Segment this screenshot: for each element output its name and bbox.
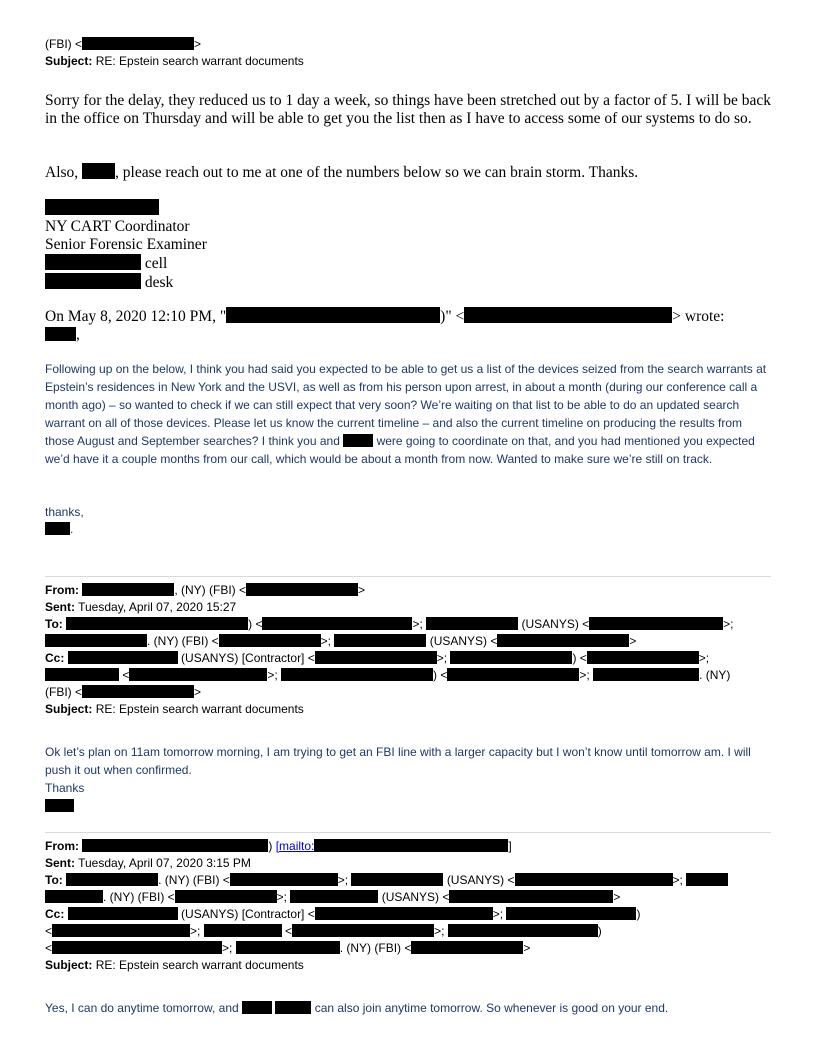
divider: [45, 832, 771, 833]
redaction-box: [52, 941, 222, 954]
redaction-box: [292, 924, 434, 937]
redaction-box: [334, 634, 426, 647]
redaction-box: [219, 634, 321, 647]
subject-label: Subject:: [45, 54, 93, 68]
redaction-box: [589, 617, 723, 630]
subject-text: RE: Epstein search warrant documents: [95, 54, 304, 68]
redaction-box: [82, 37, 194, 50]
signature-title: NY CART Coordinator: [45, 218, 190, 235]
redaction-box: [262, 617, 412, 630]
redaction-box: [45, 199, 159, 215]
redaction-box: [515, 873, 673, 886]
redaction-box: [497, 634, 629, 647]
redaction-box: [52, 924, 190, 937]
redaction-box: [246, 583, 358, 596]
redaction-box: [275, 1001, 311, 1014]
redaction-box: [45, 668, 119, 681]
redaction-box: [281, 668, 433, 681]
redaction-box: [315, 651, 437, 664]
redaction-box: [506, 907, 636, 920]
signature-block: NY CART Coordinator Senior Forensic Examiner cell desk: [45, 199, 207, 292]
divider: [45, 576, 771, 577]
email1-body: Ok let’s plan on 11am tomorrow morning, I am trying to get an FBI line with a larger capacity but I won’t know until tomorrow am. I will push it out when confirmed. Thanks: [45, 743, 771, 815]
redaction-box: [315, 907, 493, 920]
redaction-box: [343, 434, 373, 447]
reply-paragraph-2: Also, , please reach out to me at one of the numbers below so we can brain storm. Thanks.: [45, 164, 639, 181]
quote-line: On May 8, 2020 12:10 PM, " )" < > wrote: ,: [45, 308, 725, 343]
redaction-box: [66, 873, 158, 886]
redaction-box: [45, 634, 147, 647]
signature-role: Senior Forensic Examiner: [45, 236, 207, 253]
redaction-box: [82, 839, 268, 852]
redaction-box: [593, 668, 699, 681]
redaction-box: [411, 941, 523, 954]
redaction-box: [236, 941, 340, 954]
redaction-box: [464, 307, 672, 323]
redaction-box: [314, 839, 508, 852]
redaction-box: [449, 890, 613, 903]
redaction-box: [68, 651, 178, 664]
redaction-box: [45, 890, 103, 903]
redaction-box: [351, 873, 443, 886]
redaction-box: [45, 327, 76, 341]
redaction-box: [686, 873, 728, 886]
redaction-box: [68, 907, 178, 920]
email2-body: Yes, I can do anytime tomorrow, and can also join anytime tomorrow. So whenever is good on your end.: [45, 1001, 669, 1015]
quoted-message: Following up on the below, I think you had said you expected to be able to get us a list of the devices seized from the search warrants at Epstein’s residences in New York and the USVI, as well as from his person upon arrest, in about a month (during our conference call a month ago) – so wanted to check if we can still expect that very soon? We’re waiting on that list to be able to do an updated search warrant on all of those devices. Please let us know the current timeline – and also the current timeline on producing the results from those August and September searches? I think you and were going to coordinate on that, and you had mentioned you expected we’d have it a couple months from our call, which would be about a month from now. Wanted to make sure we’re still on track.: [45, 362, 767, 466]
quoted-signoff: thanks, .: [45, 505, 84, 536]
redaction-box: [129, 668, 267, 681]
redaction-box: [242, 1001, 272, 1014]
top-header: (FBI) < > Subject: RE: Epstein search warrant documents: [45, 37, 304, 68]
redaction-box: [45, 273, 141, 289]
redaction-box: [426, 617, 518, 630]
redaction-box: [204, 924, 282, 937]
redaction-box: [82, 163, 115, 179]
redaction-box: [447, 668, 579, 681]
redaction-box: [45, 799, 74, 812]
reply-body: [45, 92, 771, 128]
redaction-box: [66, 617, 248, 630]
redaction-box: [45, 522, 70, 535]
redaction-box: [230, 873, 338, 886]
redaction-box: [587, 651, 699, 664]
mailto-link[interactable]: [mailto:: [276, 839, 509, 853]
redaction-box: [448, 924, 598, 937]
redaction-box: [450, 651, 572, 664]
redaction-box: [175, 890, 277, 903]
redaction-box: [45, 254, 141, 270]
redaction-box: [290, 890, 378, 903]
email2-header: From: ) [mailto: ] Sent: Tuesday, April 07, 2020 3:15 PM To: . (NY) (FBI) < >; (USANYS) < >; . (NY) (FBI) < >; (USANYS) < > Cc: (USANYS) [Contractor] < >; ) < >; < >; ) < >; . (NY) (FBI) < > Subject: RE: Epstein search warrant documents: [45, 838, 728, 974]
redaction-box: [82, 685, 194, 698]
redaction-box: [226, 307, 440, 323]
email1-header: From: , (NY) (FBI) < > Sent: Tuesday, April 07, 2020 15:27 To: ) < >; (USANYS) < >; . (NY) (FBI) < >; (USANYS) < > Cc: (USANYS) [Contractor] < >; ) < >; < >; ) < >; . (NY) (FBI) < > Subject: RE: Epstein search warrant documents: [45, 583, 734, 716]
redaction-box: [82, 583, 174, 596]
reply-paragraph: Sorry for the delay, they reduced us to 1 day a week, so things have been stretched out by a factor of 5. I will be back in the office on Thursday and will be able to get you the list then as I have to access some of our systems to do so.: [45, 92, 771, 127]
